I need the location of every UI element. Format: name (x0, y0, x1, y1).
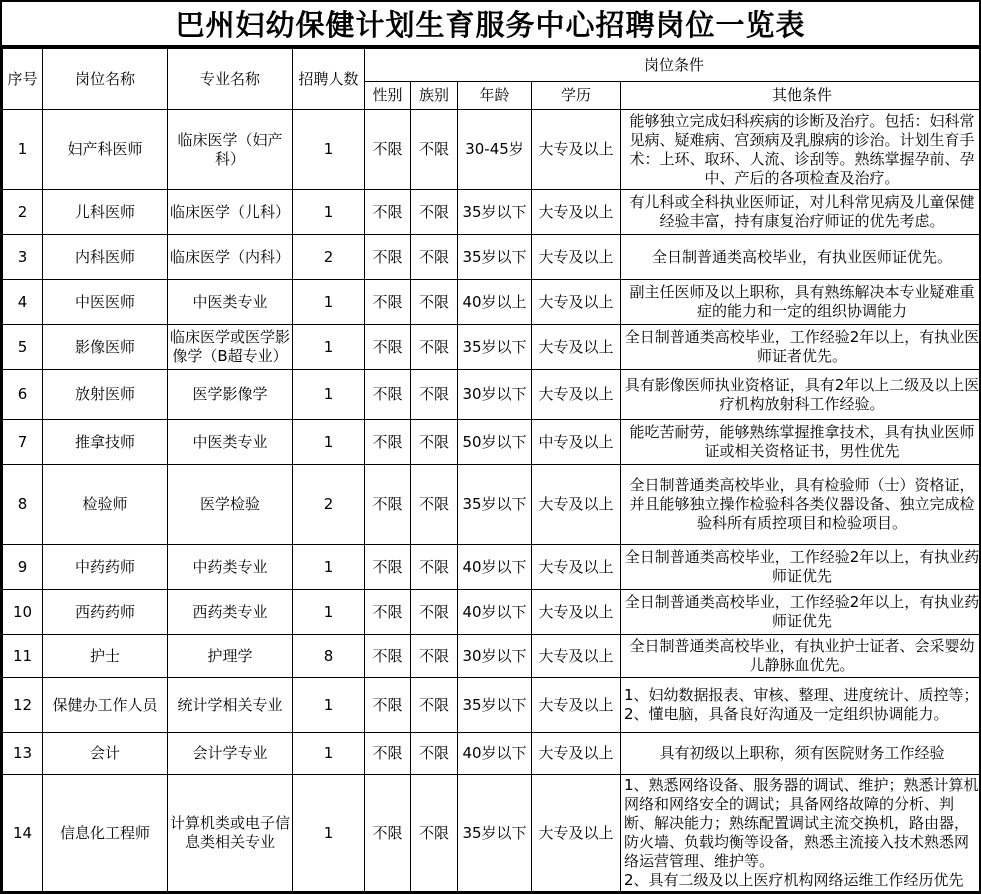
cell-position: 信息化工程师 (43, 775, 168, 892)
cell-count: 1 (293, 325, 365, 370)
cell-count: 1 (293, 733, 365, 775)
cell-no: 13 (3, 733, 43, 775)
cell-no: 7 (3, 420, 43, 465)
cell-other: 全日制普通类高校毕业，有执业护士证者、会采婴幼儿静脉血优先。 (621, 635, 981, 678)
cell-gender: 不限 (365, 733, 411, 775)
table-row (3, 235, 981, 280)
cell-count: 1 (293, 280, 365, 325)
cell-no: 10 (3, 590, 43, 635)
cell-major: 医学检验 (168, 465, 293, 545)
page-title: 巴州妇幼保健计划生育服务中心招聘岗位一览表 (2, 2, 979, 48)
cell-position: 放射医师 (43, 370, 168, 420)
header-other: 其他条件 (621, 82, 981, 110)
cell-education: 大专及以上 (532, 370, 621, 420)
cell-gender: 不限 (365, 190, 411, 235)
header-row-top (3, 49, 981, 82)
cell-age: 40岁以下 (458, 590, 532, 635)
table-row (3, 465, 981, 545)
cell-ethnicity: 不限 (411, 420, 458, 465)
cell-gender: 不限 (365, 775, 411, 892)
cell-age: 40岁以上 (458, 280, 532, 325)
cell-gender: 不限 (365, 465, 411, 545)
cell-ethnicity: 不限 (411, 678, 458, 733)
cell-position: 中药药师 (43, 545, 168, 590)
cell-education: 大专及以上 (532, 280, 621, 325)
cell-other: 全日制普通类高校毕业，工作经验2年以上，有执业药师证优先 (621, 590, 981, 635)
cell-major: 中医类专业 (168, 280, 293, 325)
header-major: 专业名称 (168, 49, 293, 110)
cell-age: 30岁以下 (458, 370, 532, 420)
cell-education: 大专及以上 (532, 635, 621, 678)
header-gender: 性别 (365, 82, 411, 110)
cell-other: 有儿科或全科执业医师证，对儿科常见病及儿童保健经验丰富，持有康复治疗师证的优先考虑。 (621, 190, 981, 235)
cell-age: 35岁以下 (458, 775, 532, 892)
header-education: 学历 (532, 82, 621, 110)
cell-age: 40岁以下 (458, 545, 532, 590)
table-row (3, 635, 981, 678)
cell-age: 35岁以下 (458, 325, 532, 370)
cell-major: 医学影像学 (168, 370, 293, 420)
table-body (3, 110, 981, 894)
table-row (3, 110, 981, 190)
cell-no: 3 (3, 235, 43, 280)
cell-other: 副主任医师及以上职称，具有熟练解决本专业疑难重症的能力和一定的组织协调能力 (621, 280, 981, 325)
cell-other: 能吃苦耐劳，能够熟练掌握推拿技术，具有执业医师证或相关资格证书，男性优先 (621, 420, 981, 465)
cell-position: 内科医师 (43, 235, 168, 280)
cell-no: 1 (3, 110, 43, 190)
cell-education: 大专及以上 (532, 110, 621, 190)
cell-position: 护士 (43, 635, 168, 678)
cell-ethnicity: 不限 (411, 545, 458, 590)
cell-major: 临床医学或医学影像学（B超专业） (168, 325, 293, 370)
table-row (3, 370, 981, 420)
cell-education: 大专及以上 (532, 235, 621, 280)
cell-age: 40岁以下 (458, 733, 532, 775)
cell-count: 2 (293, 465, 365, 545)
cell-other: 全日制普通类高校毕业，有执业医师证优先。 (621, 235, 981, 280)
cell-ethnicity: 不限 (411, 280, 458, 325)
cell-ethnicity: 不限 (411, 235, 458, 280)
cell-major: 统计学相关专业 (168, 678, 293, 733)
cell-count: 1 (293, 545, 365, 590)
cell-position: 儿科医师 (43, 190, 168, 235)
cell-age: 50岁以下 (458, 420, 532, 465)
table-header (3, 49, 981, 110)
cell-position: 会计 (43, 733, 168, 775)
cell-age: 30岁以下 (458, 635, 532, 678)
cell-age: 35岁以下 (458, 190, 532, 235)
cell-no: 8 (3, 465, 43, 545)
cell-age: 35岁以下 (458, 678, 532, 733)
cell-major: 中药类专业 (168, 545, 293, 590)
cell-major: 护理学 (168, 635, 293, 678)
table-row (3, 190, 981, 235)
cell-gender: 不限 (365, 325, 411, 370)
table-row (3, 590, 981, 635)
header-no: 序号 (3, 49, 43, 110)
cell-other: 1、妇幼数据报表、审核、整理、进度统计、质控等； 2、懂电脑，具备良好沟通及一定组织协调能力。 (621, 678, 981, 733)
cell-ethnicity: 不限 (411, 370, 458, 420)
cell-count: 1 (293, 110, 365, 190)
cell-position: 影像医师 (43, 325, 168, 370)
header-position: 岗位名称 (43, 49, 168, 110)
header-ethnicity: 族别 (411, 82, 458, 110)
cell-count: 1 (293, 590, 365, 635)
cell-education: 大专及以上 (532, 590, 621, 635)
cell-count: 1 (293, 370, 365, 420)
cell-education: 中专及以上 (532, 420, 621, 465)
cell-gender: 不限 (365, 370, 411, 420)
cell-no: 12 (3, 678, 43, 733)
cell-no: 4 (3, 280, 43, 325)
cell-no: 5 (3, 325, 43, 370)
cell-gender: 不限 (365, 545, 411, 590)
header-conditions-group: 岗位条件 (365, 49, 981, 82)
cell-count: 1 (293, 775, 365, 892)
cell-count: 8 (293, 635, 365, 678)
cell-no: 9 (3, 545, 43, 590)
cell-position: 西药药师 (43, 590, 168, 635)
cell-age: 30-45岁 (458, 110, 532, 190)
cell-no: 11 (3, 635, 43, 678)
cell-major: 会计学专业 (168, 733, 293, 775)
cell-count: 1 (293, 420, 365, 465)
cell-count: 2 (293, 235, 365, 280)
cell-ethnicity: 不限 (411, 590, 458, 635)
cell-age: 35岁以下 (458, 235, 532, 280)
cell-gender: 不限 (365, 678, 411, 733)
cell-gender: 不限 (365, 235, 411, 280)
cell-count: 1 (293, 678, 365, 733)
table-row (3, 678, 981, 733)
cell-position: 保健办工作人员 (43, 678, 168, 733)
cell-ethnicity: 不限 (411, 465, 458, 545)
recruitment-table (2, 48, 981, 894)
cell-education: 大专及以上 (532, 678, 621, 733)
cell-gender: 不限 (365, 635, 411, 678)
cell-education: 大专及以上 (532, 545, 621, 590)
cell-ethnicity: 不限 (411, 190, 458, 235)
cell-education: 大专及以上 (532, 465, 621, 545)
cell-other: 能够独立完成妇科疾病的诊断及治疗。包括：妇科常见病、疑难病、宫颈病及乳腺病的诊治。计划生育手术：上环、取环、人流、诊刮等。熟练掌握孕前、孕中、产后的各项检查及治疗。 (621, 110, 981, 190)
cell-no: 6 (3, 370, 43, 420)
cell-ethnicity: 不限 (411, 325, 458, 370)
cell-no: 14 (3, 775, 43, 892)
cell-major: 临床医学（儿科） (168, 190, 293, 235)
table-row (3, 775, 981, 892)
cell-education: 大专及以上 (532, 733, 621, 775)
cell-ethnicity: 不限 (411, 110, 458, 190)
cell-major: 西药类专业 (168, 590, 293, 635)
header-count: 招聘人数 (293, 49, 365, 110)
cell-gender: 不限 (365, 110, 411, 190)
cell-no: 2 (3, 190, 43, 235)
cell-position: 妇产科医师 (43, 110, 168, 190)
cell-position: 中医医师 (43, 280, 168, 325)
cell-major: 临床医学（妇产科） (168, 110, 293, 190)
cell-age: 35岁以下 (458, 465, 532, 545)
header-age: 年龄 (458, 82, 532, 110)
cell-education: 大专及以上 (532, 190, 621, 235)
cell-education: 大专及以上 (532, 775, 621, 892)
table-row (3, 420, 981, 465)
cell-other: 全日制普通类高校毕业，具有检验师（士）资格证，并且能够独立操作检验科各类仪器设备、独立完成检验科所有质控项目和检验项目。 (621, 465, 981, 545)
table-row (3, 325, 981, 370)
cell-ethnicity: 不限 (411, 635, 458, 678)
cell-other: 具有初级以上职称，须有医院财务工作经验 (621, 733, 981, 775)
cell-major: 中医类专业 (168, 420, 293, 465)
cell-education: 大专及以上 (532, 325, 621, 370)
cell-ethnicity: 不限 (411, 733, 458, 775)
cell-other: 具有影像医师执业资格证，具有2年以上二级及以上医疗机构放射科工作经验。 (621, 370, 981, 420)
table-row (3, 733, 981, 775)
cell-gender: 不限 (365, 280, 411, 325)
cell-gender: 不限 (365, 590, 411, 635)
cell-gender: 不限 (365, 420, 411, 465)
cell-major: 临床医学（内科） (168, 235, 293, 280)
table-row (3, 545, 981, 590)
table-row (3, 280, 981, 325)
cell-other: 全日制普通类高校毕业，工作经验2年以上，有执业医师证者优先。 (621, 325, 981, 370)
cell-other: 全日制普通类高校毕业，工作经验2年以上，有执业药师证优先 (621, 545, 981, 590)
cell-count: 1 (293, 190, 365, 235)
cell-other: 1、熟悉网络设备、服务器的调试、维护；熟悉计算机网络和网络安全的调试；具备网络故障的分析、判断、解决能力；熟练配置调试主流交换机，路由器，防火墙、负载均衡等设备，熟悉主流接入技术熟悉网络运营管理、维护等。 2、具有二级及以上医疗机构网络运维工作经历优先 (621, 775, 981, 892)
cell-major: 计算机类或电子信息类相关专业 (168, 775, 293, 892)
cell-position: 检验师 (43, 465, 168, 545)
cell-position: 推拿技师 (43, 420, 168, 465)
cell-ethnicity: 不限 (411, 775, 458, 892)
